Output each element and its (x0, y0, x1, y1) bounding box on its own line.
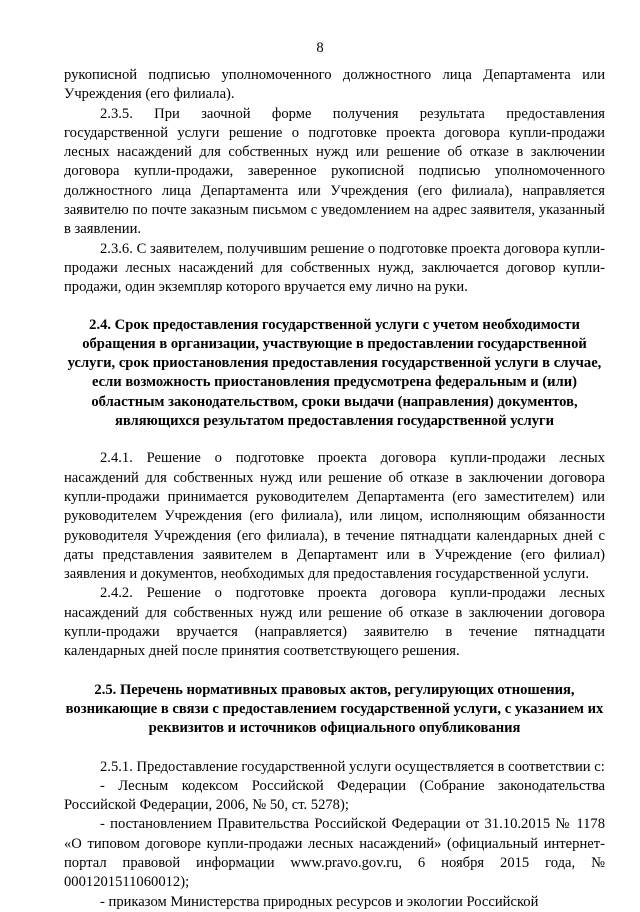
paragraph-2-4-2: 2.4.2. Решение о подготовке проекта договора купли-продажи лесных насаждений для собственных нужд или решение об отказе в заключении договора купли-продажи вручается (направляется) заявителю в течение пятнадцати календарных дней после принятия соответствующего решения. (64, 585, 605, 660)
paragraph-2-5-1: 2.5.1. Предоставление государственной услуги осуществляется в соответствии с: (100, 758, 605, 775)
paragraph-2-3-6: 2.3.6. С заявителем, получившим решение о подготовке проекта договора купли-продажи лесных насаждений для собственных нужд, заключается договор купли-продажи, один экземпляр которого вручается ему лично на руки. (64, 240, 605, 296)
page-number: 8 (316, 40, 324, 56)
list-item-lesnoy-kodeks: - Лесным кодексом Российской Федерации (Собрание законодательства Российской Федерации, 2006, № 50, ст. 5278); (64, 777, 605, 814)
paragraph-2-3-5: 2.3.5. При заочной форме получения результата предоставления государственной услуги решение о подготовке проекта договора купли-продажи лесных насаждений для собственных нужд или решение об отказе в заключении договора купли-продажи, заверенное рукописной подписью уполномоченного должностного лица Департамента или Учреждения (его филиала), направляется заявителю по почте заказным письмом с уведомлением на адрес заявителя, указанный в заявлении. (64, 105, 605, 238)
list-item-postanovlenie: - постановлением Правительства Российской Федерации от 31.10.2015 № 1178 «О типовом договоре купли-продажи лесных насаждений» (официальный интернет-портал правовой информации www.pravo.gov.ru, 6 ноября 2015 года, № 0001201511060012); (64, 816, 605, 891)
section-heading-2-4: 2.4. Срок предоставления государственной услуги с учетом необходимости обращения в организации, участвующие в предоставлении государственной услуги, срок приостановления предоставления государственной услуги в случае, если возможность приостановления предусмотрена федеральным и (или) областным законодательством, сроки выдачи (направления) документов, являющихся результатом предоставления государственной услуги (67, 316, 602, 430)
paragraph-continuation: рукописной подписью уполномоченного должностного лица Департамента или Учреждения (его филиала). (64, 67, 605, 103)
list-item-prikaz: - приказом Министерства природных ресурсов и экологии Российской (100, 893, 539, 910)
paragraph-2-4-1: 2.4.1. Решение о подготовке проекта договора купли-продажи лесных насаждений для собственных нужд или решение об отказе в заключении договора купли-продажи принимается руководителем Департамента (его заместителем) или руководителем Учреждения (его филиала), или лицом, исполняющим обязанности руководителя Учреждения (его филиала), в течение пятнадцати календарных дней с даты представления заявителем в Департамент или в Учреждение (его филиал) заявления и документов, необходимых для предоставления государственной услуги. (64, 450, 605, 583)
section-heading-2-5: 2.5. Перечень нормативных правовых актов, регулирующих отношения, возникающие в связи с предоставлением государственной услуги, с указанием их реквизитов и источников официального опубликования (65, 681, 604, 737)
document-body (64, 66, 605, 912)
